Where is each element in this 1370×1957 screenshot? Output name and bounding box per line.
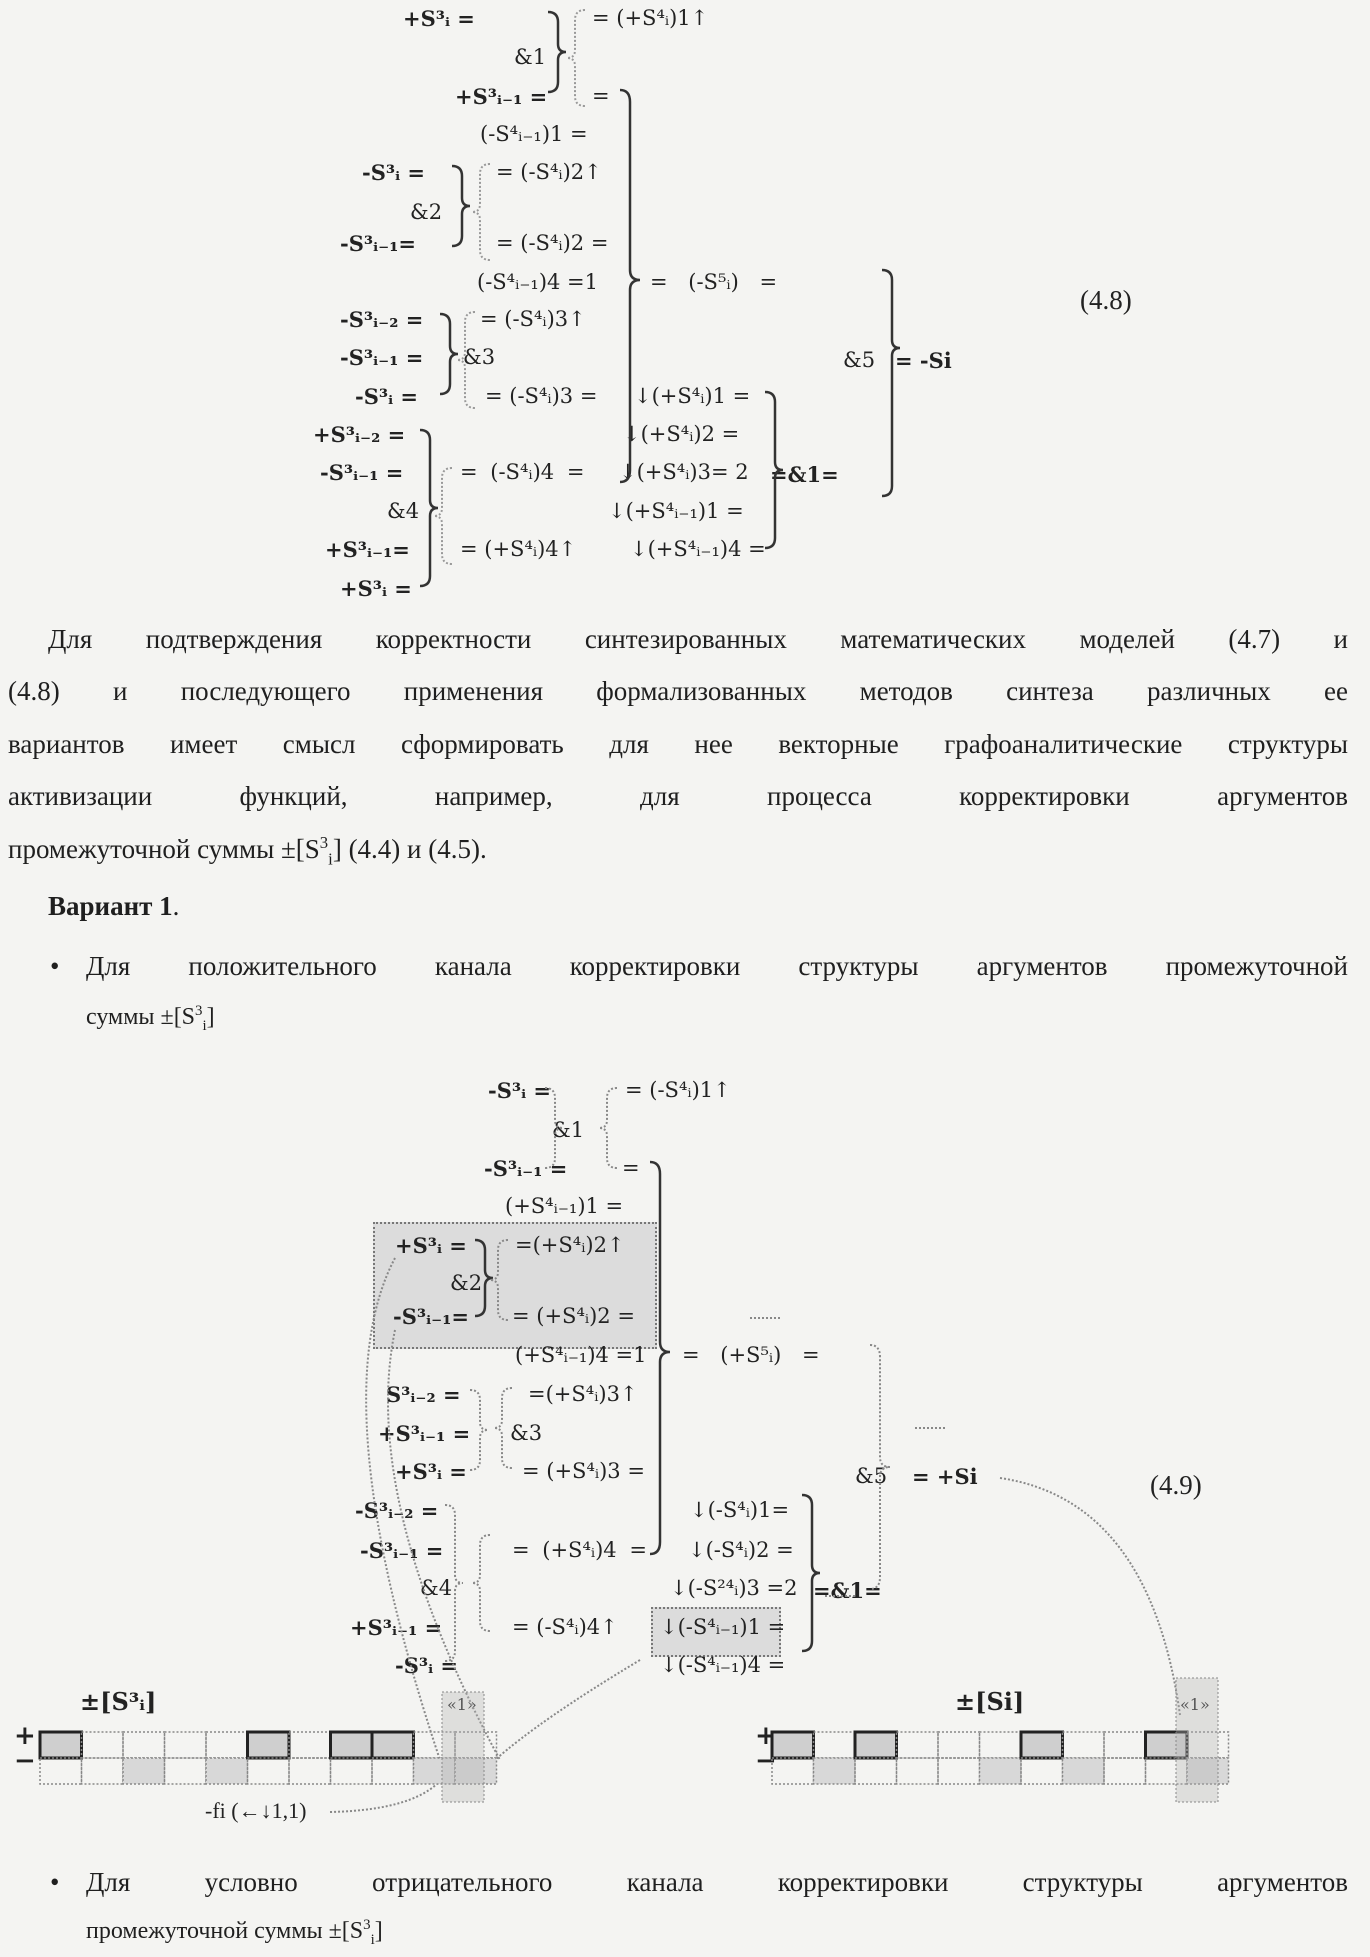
paragraph-line: активизации функций, например, для процесса корректировки аргументов <box>8 781 1348 812</box>
register-cell-negative <box>40 1758 82 1784</box>
eq49-term: -S³ᵢ₋₁ = <box>484 1158 567 1179</box>
bullet-icon: • <box>50 1867 59 1898</box>
subscript: i <box>202 1018 206 1034</box>
eq49-term: -S³ᵢ = <box>395 1655 458 1676</box>
register-cell-positive <box>331 1732 373 1758</box>
eq48-term: = (+S⁴ᵢ)1↑ <box>592 8 708 29</box>
register-cell-negative <box>855 1758 897 1784</box>
eq49-term: ↓(-S²⁴ᵢ)3 =2 <box>670 1578 798 1599</box>
eq48-term: -S³ᵢ₋₁ = <box>340 347 423 368</box>
eq49-term: +S³ᵢ = <box>395 1461 467 1482</box>
brace <box>420 430 438 586</box>
eq49-term: = (+S⁴ᵢ)4 = <box>512 1540 647 1561</box>
eq49-and-1: &1 <box>552 1120 584 1141</box>
right-register-label: ±[Si] <box>955 1690 1024 1714</box>
text-fragment: промежуточной суммы ±[S <box>8 834 320 864</box>
left-register-label: ±[S³ᵢ] <box>80 1690 156 1714</box>
eq48-term: ↓(+S⁴ᵢ)3= 2 <box>619 462 749 483</box>
register-cell-negative <box>331 1758 373 1784</box>
left-register-marker: «1» <box>447 1697 477 1713</box>
connector-curve <box>330 1775 445 1812</box>
left-register-grid <box>40 1732 497 1784</box>
superscript: 3 <box>195 1003 202 1019</box>
eq48-term: = (-S⁴ᵢ)3 = <box>485 386 597 407</box>
eq49-term: ↓(-S⁴ᵢ)2 = <box>688 1540 794 1561</box>
register-cell-negative <box>248 1758 290 1784</box>
paragraph-line <box>8 834 487 865</box>
register-cell-positive <box>938 1732 980 1758</box>
connector-curve <box>1000 1478 1180 1715</box>
eq48-term: ↓(+S⁴ᵢ₋₁)1 = <box>608 501 744 522</box>
eq49-and-3: &3 <box>510 1423 542 1444</box>
eq49-term: +S³ᵢ₋₁ = <box>350 1617 442 1638</box>
eq49-term: ↓(-S⁴ᵢ₋₁)1 = <box>660 1617 785 1638</box>
register-cell-positive <box>1104 1732 1146 1758</box>
eq49-term: +S³ᵢ₋₁ = <box>378 1423 470 1444</box>
register-cell-positive <box>1021 1732 1063 1758</box>
register-cell-negative <box>1146 1758 1188 1784</box>
eq48-term: ↓(+S⁴ᵢ₋₁)4 = <box>630 539 766 560</box>
eq49-term: ↓(-S⁴ᵢ)1= <box>690 1500 789 1521</box>
right-register-marker: «1» <box>1180 1697 1210 1713</box>
eq49-term: S³ᵢ₋₂ = <box>386 1384 461 1405</box>
right-register-plus: + <box>755 1723 777 1749</box>
eq48-s5: = (-S⁵ᵢ) = <box>650 272 777 293</box>
register-cell-positive <box>414 1732 456 1758</box>
eq49-result: = +Si <box>912 1466 978 1487</box>
register-cell-negative <box>772 1758 814 1784</box>
register-cell-negative <box>1021 1758 1063 1784</box>
register-cell-negative <box>897 1758 939 1784</box>
eq48-term: = (-S⁴ᵢ)3↑ <box>480 309 586 330</box>
right-register-grid <box>772 1732 1229 1784</box>
eq48-and-1: &1 <box>514 47 546 68</box>
bullet-line: Для условно отрицательного канала корректировки структуры аргументов <box>86 1867 1348 1898</box>
left-register-plus: + <box>14 1723 36 1749</box>
eq49-term: = (-S⁴ᵢ)1↑ <box>625 1080 731 1101</box>
subscript: i <box>328 849 333 868</box>
eq49-term: = (-S⁴ᵢ)4↑ <box>512 1617 618 1638</box>
brace <box>452 166 470 246</box>
eq49-and-5: &5 <box>855 1466 887 1487</box>
variant-label: Вариант 1 <box>48 891 173 921</box>
brace <box>548 12 566 92</box>
register-cell-positive <box>814 1732 856 1758</box>
eq48-term: ↓(+S⁴ᵢ)2 = <box>623 424 739 445</box>
equation-number: (4.8) <box>1080 285 1132 316</box>
register-cell-positive <box>82 1732 124 1758</box>
register-cell-negative <box>206 1758 248 1784</box>
register-cell-negative <box>1104 1758 1146 1784</box>
bullet-line: Для положительного канала корректировки структуры аргументов промежуточной <box>86 951 1348 982</box>
paragraph-line: Для подтверждения корректности синтезированных математических моделей (4.7) и <box>48 624 1348 655</box>
register-cell-positive <box>772 1732 814 1758</box>
eq49-term: -S³ᵢ₋₂ = <box>355 1500 438 1521</box>
register-cell-positive <box>206 1732 248 1758</box>
dotted-brace <box>472 164 490 260</box>
eq49-term: (+S⁴ᵢ₋₁)1 = <box>505 1196 623 1217</box>
register-cell-negative <box>165 1758 207 1784</box>
register-cell-negative <box>1187 1758 1229 1784</box>
dotted-brace <box>567 10 585 106</box>
eq48-term: = (-S⁴ᵢ)4 = <box>460 462 584 483</box>
eq48-term: +S³ᵢ = <box>403 8 475 29</box>
eq48-and-5: &5 <box>843 350 875 371</box>
superscript: 3 <box>363 1917 370 1933</box>
connector-curve <box>495 1660 640 1760</box>
eq49-term: = <box>622 1158 640 1179</box>
eq48-term: -S³ᵢ₋₂ = <box>340 309 423 330</box>
paragraph-line: (4.8) и последующего применения формализованных методов синтеза различных ее <box>8 676 1348 707</box>
register-cell-negative <box>980 1758 1022 1784</box>
register-cell-positive <box>123 1732 165 1758</box>
eq48-term: -S³ᵢ = <box>362 162 425 183</box>
bullet-line <box>86 1004 215 1031</box>
register-cell-positive <box>455 1732 497 1758</box>
eq49-term: = (+S⁴ᵢ)2 = <box>512 1306 635 1327</box>
register-cell-negative <box>123 1758 165 1784</box>
register-cell-negative <box>1063 1758 1105 1784</box>
register-cell-positive <box>1063 1732 1105 1758</box>
eq48-term: +S³ᵢ₋₁= <box>325 539 410 560</box>
superscript: 3 <box>320 833 328 852</box>
eq49-term: -S³ᵢ₋₁ = <box>360 1540 443 1561</box>
register-cell-negative <box>455 1758 497 1784</box>
big-brace <box>650 1162 670 1554</box>
eq48-term: (-S⁴ᵢ₋₁)4 =1 <box>477 272 598 293</box>
eq49-term: +S³ᵢ = <box>395 1235 467 1256</box>
eq49-term: -S³ᵢ = <box>488 1080 551 1101</box>
equation-number: (4.9) <box>1150 1470 1202 1501</box>
eq48-term: (-S⁴ᵢ₋₁)1 = <box>480 124 588 145</box>
eq49-and-4: &4 <box>420 1578 452 1599</box>
register-cell-positive <box>1187 1732 1229 1758</box>
text-fragment: ] (4.4) и (4.5). <box>333 834 487 864</box>
eq48-and-1-final: =&1= <box>770 464 839 485</box>
eq48-term: = (-S⁴ᵢ)2↑ <box>496 162 602 183</box>
register-cell-positive <box>980 1732 1022 1758</box>
text-fragment: суммы ±[S <box>86 1004 195 1030</box>
dotted-brace <box>470 1390 488 1470</box>
register-cell-negative <box>414 1758 456 1784</box>
eq48-term: -S³ᵢ = <box>355 386 418 407</box>
brace <box>882 270 900 496</box>
eq49-s5: = (+S⁵ᵢ) = <box>682 1345 820 1366</box>
eq49-term: =(+S⁴ᵢ)3↑ <box>528 1384 638 1405</box>
brace <box>440 314 458 394</box>
register-cell-negative <box>938 1758 980 1784</box>
register-cell-negative <box>814 1758 856 1784</box>
register-cell-positive <box>40 1732 82 1758</box>
register-cell-positive <box>1146 1732 1188 1758</box>
register-cell-positive <box>855 1732 897 1758</box>
register-cell-positive <box>289 1732 331 1758</box>
eq49-term: -S³ᵢ₋₁= <box>393 1306 469 1327</box>
eq48-and-4: &4 <box>387 501 419 522</box>
paragraph-line: вариантов имеет смысл сформировать для нее векторные графоаналитические структуры <box>8 729 1348 760</box>
eq48-term: +S³ᵢ₋₂ = <box>313 424 405 445</box>
eq49-and-2: &2 <box>450 1273 482 1294</box>
eq48-term: +S³ᵢ₋₁ = <box>455 86 547 107</box>
eq48-result: = -Si <box>895 350 952 371</box>
register-cell-positive <box>165 1732 207 1758</box>
register-cell-positive <box>897 1732 939 1758</box>
eq49-term: ↓(-S⁴ᵢ₋₁)4 = <box>660 1655 785 1676</box>
eq49-term: (+S⁴ᵢ₋₁)4 =1 <box>515 1345 647 1366</box>
eq49-and-1-final: =&1= <box>813 1580 882 1601</box>
section-heading <box>48 891 179 922</box>
eq48-term: +S³ᵢ = <box>340 578 412 599</box>
dotted-brace <box>434 468 452 564</box>
eq48-term: -S³ᵢ₋₁= <box>340 233 416 254</box>
dotted-brace <box>472 1535 490 1631</box>
register-cell-negative <box>82 1758 124 1784</box>
eq48-term: -S³ᵢ₋₁ = <box>320 462 403 483</box>
eq48-and-3: &3 <box>463 347 495 368</box>
left-register-minus: − <box>14 1748 36 1774</box>
register-cell-positive <box>372 1732 414 1758</box>
eq48-term: = (-S⁴ᵢ)2 = <box>496 233 608 254</box>
eq49-term: = (+S⁴ᵢ)3 = <box>522 1461 645 1482</box>
text-fragment: промежуточной суммы ±[S <box>86 1918 363 1944</box>
eq48-and-2: &2 <box>410 202 442 223</box>
register-cell-negative <box>289 1758 331 1784</box>
eq48-term: = (+S⁴ᵢ)4↑ <box>460 539 576 560</box>
text-fragment: ] <box>375 1918 383 1944</box>
register-cell-negative <box>372 1758 414 1784</box>
subscript: i <box>371 1932 375 1948</box>
register-cell-positive <box>248 1732 290 1758</box>
brace <box>802 1495 820 1651</box>
bullet-line <box>86 1918 383 1945</box>
eq48-term: ↓(+S⁴ᵢ)1 = <box>634 386 750 407</box>
right-register-minus: − <box>755 1748 777 1774</box>
left-register-caption: -fi (←↓1,1) <box>205 1800 306 1822</box>
eq48-term: = <box>592 86 610 107</box>
dotted-brace <box>599 1088 617 1168</box>
eq49-term: =(+S⁴ᵢ)2↑ <box>515 1235 625 1256</box>
bullet-icon: • <box>50 951 59 982</box>
text-fragment: ] <box>207 1004 215 1030</box>
heading-dot: . <box>173 891 180 921</box>
